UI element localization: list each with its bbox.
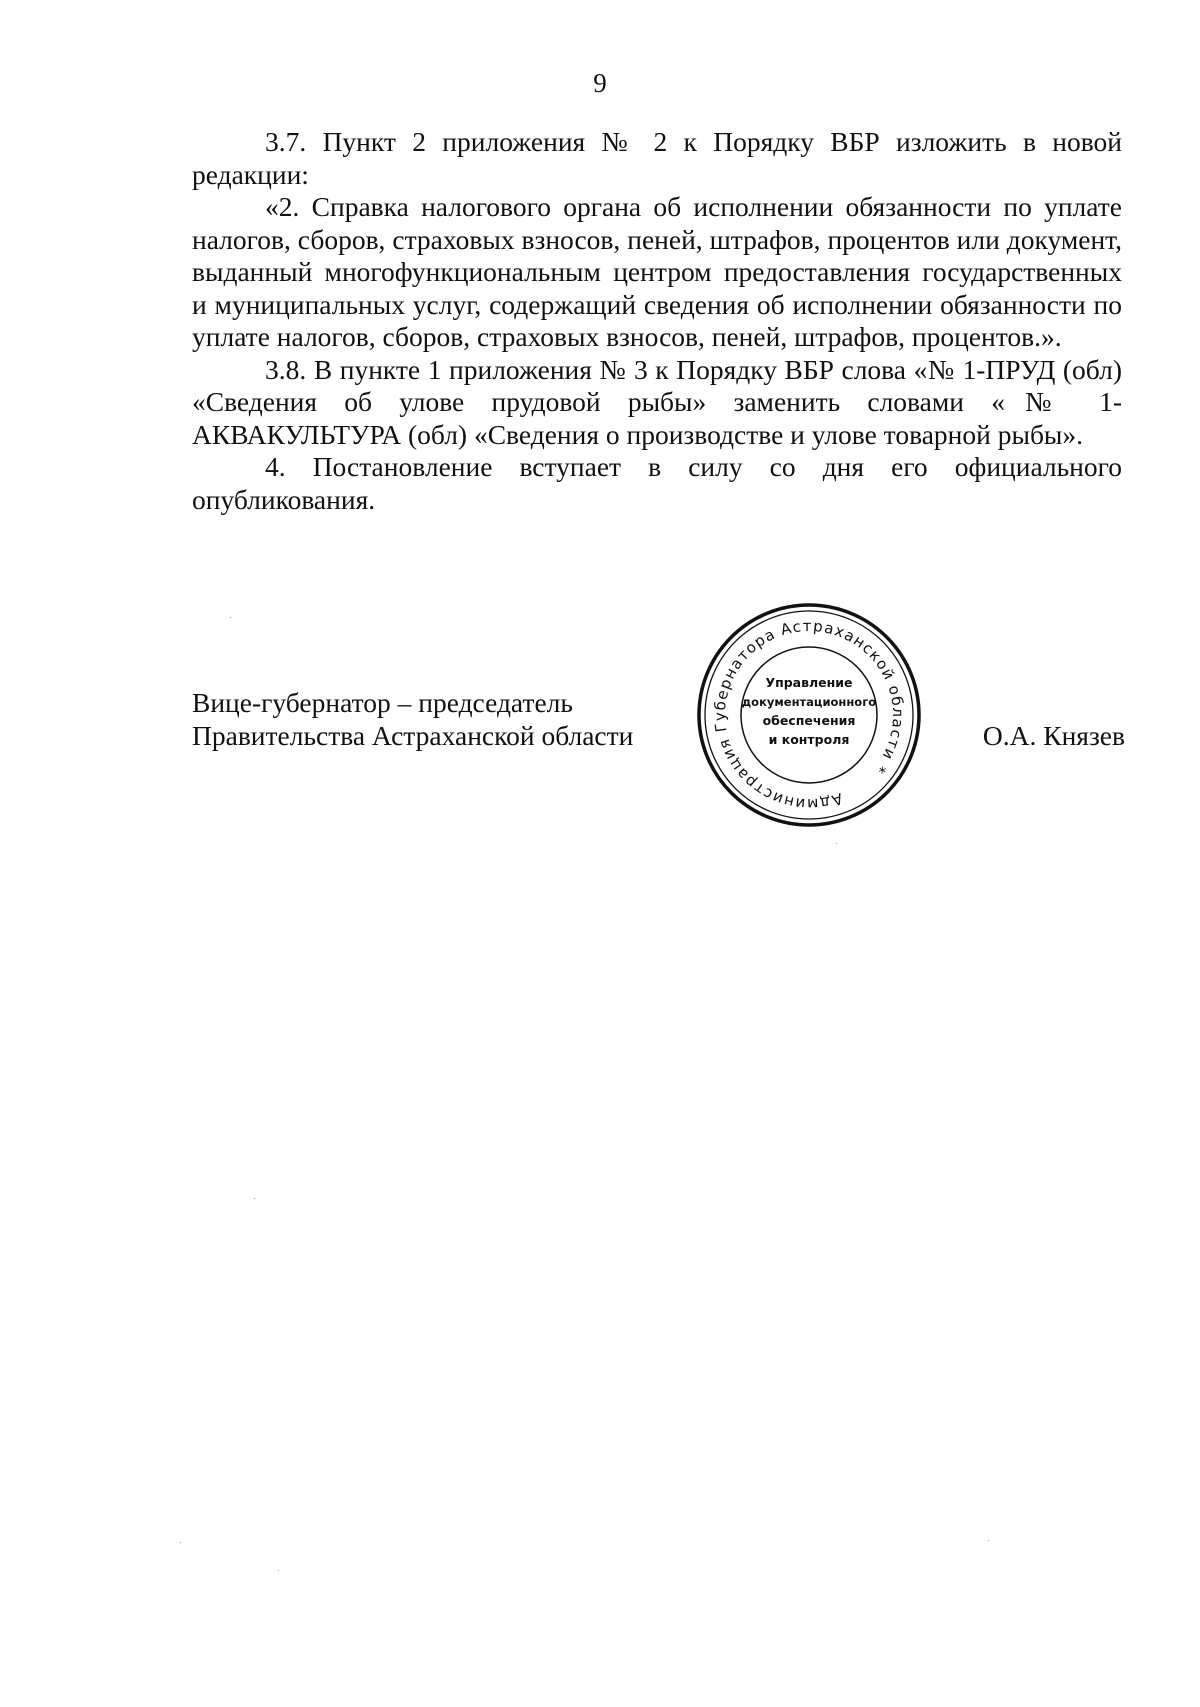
- scan-speck: [836, 843, 837, 844]
- seal-center-line3: обеспечения: [762, 713, 856, 728]
- paragraph-4: 4. Постановление вступает в силу со дня его официального опубликования.: [192, 451, 1122, 515]
- seal-ring-text: Администрация Губернатора Астраханской области *: [710, 616, 908, 814]
- signature-position-line2: Правительства Астраханской области: [192, 720, 634, 751]
- page-number: 9: [593, 68, 607, 98]
- scan-speck: [254, 1198, 255, 1199]
- paragraph-3-7: 3.7. Пункт 2 приложения № 2 к Порядку ВБР изложить в новой редакции:: [192, 126, 1122, 190]
- official-seal: [694, 600, 924, 830]
- scan-speck: [230, 617, 231, 618]
- signature-position: [192, 686, 633, 752]
- scan-speck: [988, 1540, 989, 1541]
- scan-speck: [180, 1542, 181, 1543]
- document-body: [192, 126, 1122, 516]
- signature-position-line1: Вице-губернатор – председатель: [192, 687, 573, 718]
- paragraph-3-8: 3.8. В пункте 1 приложения № 3 к Порядку ВБР слова «№ 1-ПРУД (обл) «Сведения об улове прудовой рыбы» заменить словами «№ 1-АКВАКУЛЬТУРА (обл) «Сведения о производстве и улове товарной рыбы».: [192, 353, 1122, 450]
- paragraph-3-7-quote: «2. Справка налогового органа об исполнении обязанности по уплате налогов, сборов, страховых взносов, пеней, штрафов, процентов или документ, выданный многофункциональным центром предоставления государственных и муниципальных услуг, содержащий сведения об исполнении обязанности по уплате налогов, сборов, страховых взносов, пеней, штрафов, процентов.».: [192, 191, 1122, 352]
- seal-center-line2: документационного: [741, 695, 877, 709]
- seal-center-line4: и контроля: [768, 732, 850, 747]
- signer-name: О.А. Князев: [982, 720, 1125, 751]
- seal-graphic: [694, 600, 924, 830]
- scan-speck: [278, 1570, 279, 1571]
- seal-center-line1: Управление: [765, 675, 853, 690]
